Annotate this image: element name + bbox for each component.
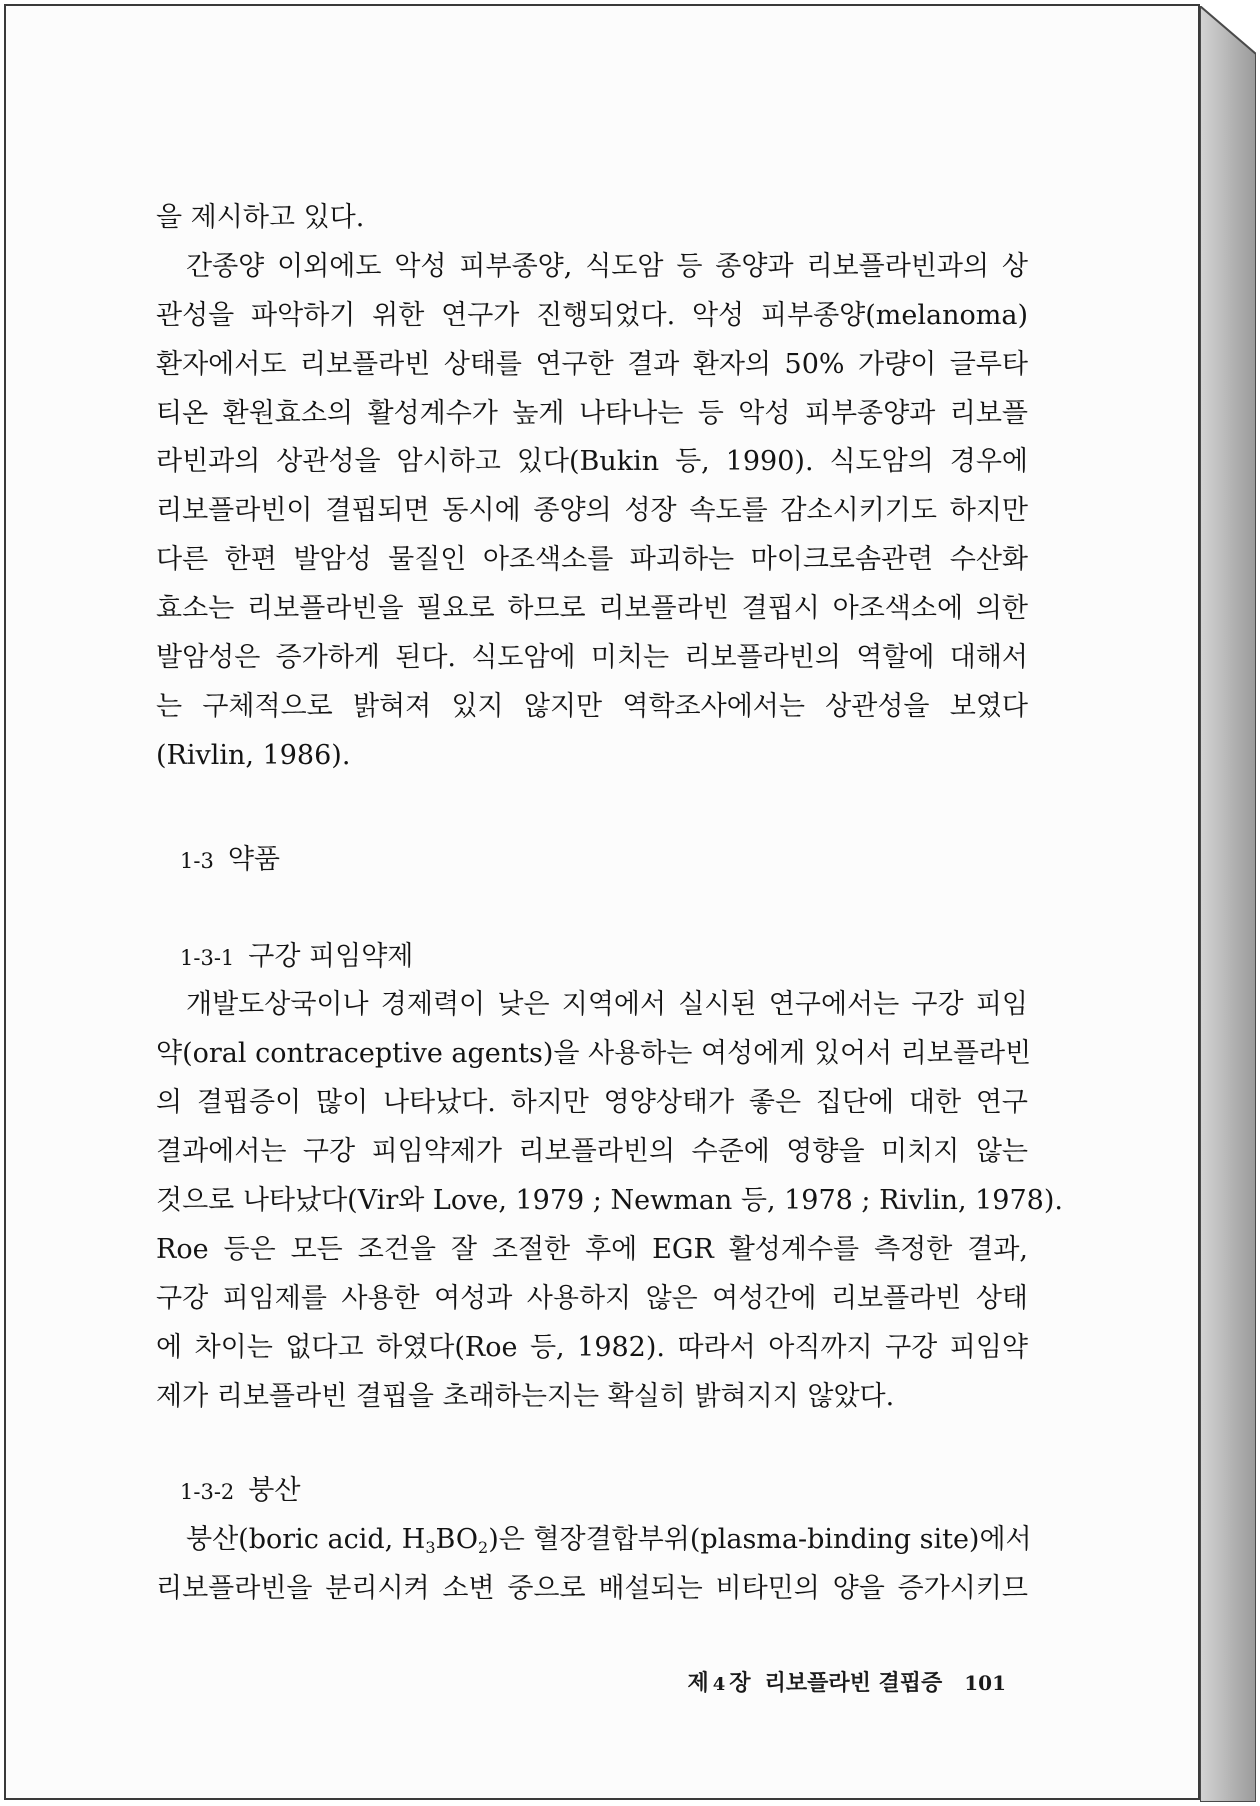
chapter-prefix: 제 <box>687 1670 709 1696</box>
text-fragment: BO <box>435 1524 479 1556</box>
text-line: 구강 피임제를 사용한 여성과 사용하지 않은 여성간에 리보플라빈 상태 <box>156 1282 1028 1314</box>
subsection-heading-1-3-2 <box>156 1467 1028 1516</box>
subscript: 3 <box>425 1538 436 1558</box>
text-line: 간종양 이외에도 악성 피부종양, 식도암 등 종양과 리보플라빈과의 상 <box>186 250 1028 282</box>
chapter-title: 리보플라빈 결핍증 <box>764 1670 943 1696</box>
text-line: 것으로 나타났다(Vir와 Love, 1979 ; Newman 등, 1978 ; Rivlin, 1978). <box>156 1185 1063 1217</box>
text-line: 는 구체적으로 밝혀져 있지 않지만 역학조사에서는 상관성을 보였다 <box>156 690 1028 722</box>
text-line: 발암성은 증가하게 된다. 식도암에 미치는 리보플라빈의 역할에 대해서 <box>156 642 1028 674</box>
book-page <box>4 4 1200 1800</box>
text-line: 의 결핍증이 많이 나타났다. 하지만 영양상태가 좋은 집단에 대한 연구 <box>156 1087 1028 1119</box>
text-line: 티온 환원효소의 활성계수가 높게 나타나는 등 악성 피부종양과 리보플 <box>156 397 1028 429</box>
text-line: 환자에서도 리보플라빈 상태를 연구한 결과 환자의 50% 가량이 글루타 <box>156 348 1028 380</box>
section-title: 약품 <box>227 843 280 875</box>
section-number: 1-3 <box>180 848 214 873</box>
text-line: Roe 등은 모든 조건을 잘 조절한 후에 EGR 활성계수를 측정한 결과, <box>156 1233 1028 1265</box>
chapter-suffix: 장 <box>729 1670 751 1696</box>
text-fragment: )은 혈장결합부위(plasma-binding site)에서 <box>488 1524 1032 1556</box>
running-footer <box>656 1666 1006 1697</box>
text-line: 라빈과의 상관성을 암시하고 있다(Bukin 등, 1990). 식도암의 경우에 <box>156 446 1028 478</box>
page-number: 101 <box>964 1671 1006 1695</box>
text-line: 효소는 리보플라빈을 필요로 하므로 리보플라빈 결핍시 아조색소에 의한 <box>156 593 1028 625</box>
text-line: 리보플라빈이 결핍되면 동시에 종양의 성장 속도를 감소시키기도 하지만 <box>156 495 1028 527</box>
subsection-title: 붕산 <box>248 1475 301 1507</box>
text-line: 에 차이는 없다고 하였다(Roe 등, 1982). 따라서 아직까지 구강 피임약 <box>156 1331 1028 1363</box>
text-line: 결과에서는 구강 피임약제가 리보플라빈의 수준에 영향을 미치지 않는 <box>156 1136 1028 1168</box>
text-line: 을 제시하고 있다. <box>156 202 365 233</box>
chapter-number: 4 <box>712 1674 726 1695</box>
text-line: 제가 리보플라빈 결핍을 초래하는지는 확실히 밝혀지지 않았다. <box>156 1380 895 1412</box>
subsection-title: 구강 피임약제 <box>248 940 414 972</box>
text-line-formula <box>156 1516 1032 1565</box>
text-line: 관성을 파악하기 위한 연구가 진행되었다. 악성 피부종양(melanoma) <box>156 299 1028 331</box>
page-edge-shadow <box>1200 6 1256 1802</box>
text-line: 리보플라빈을 분리시켜 소변 중으로 배설되는 비타민의 양을 증가시키므 <box>156 1573 1028 1605</box>
section-heading-1-3 <box>156 836 1028 885</box>
text-fragment: 붕산(boric acid, H <box>186 1524 426 1556</box>
subsection-number: 1-3-1 <box>180 945 235 970</box>
text-line: 다른 한편 발암성 물질인 아조색소를 파괴하는 마이크로솜관련 수산화 <box>156 544 1028 576</box>
body-text <box>156 194 1063 1614</box>
subsection-heading-1-3-1 <box>156 933 1028 982</box>
subscript: 2 <box>478 1538 489 1558</box>
text-line: (Rivlin, 1986). <box>156 739 351 771</box>
text-line: 개발도상국이나 경제력이 낮은 지역에서 실시된 연구에서는 구강 피임 <box>186 989 1028 1021</box>
subsection-number: 1-3-2 <box>180 1480 235 1505</box>
text-line: 약(oral contraceptive agents)을 사용하는 여성에게 있어서 리보플라빈 <box>156 1038 1032 1070</box>
